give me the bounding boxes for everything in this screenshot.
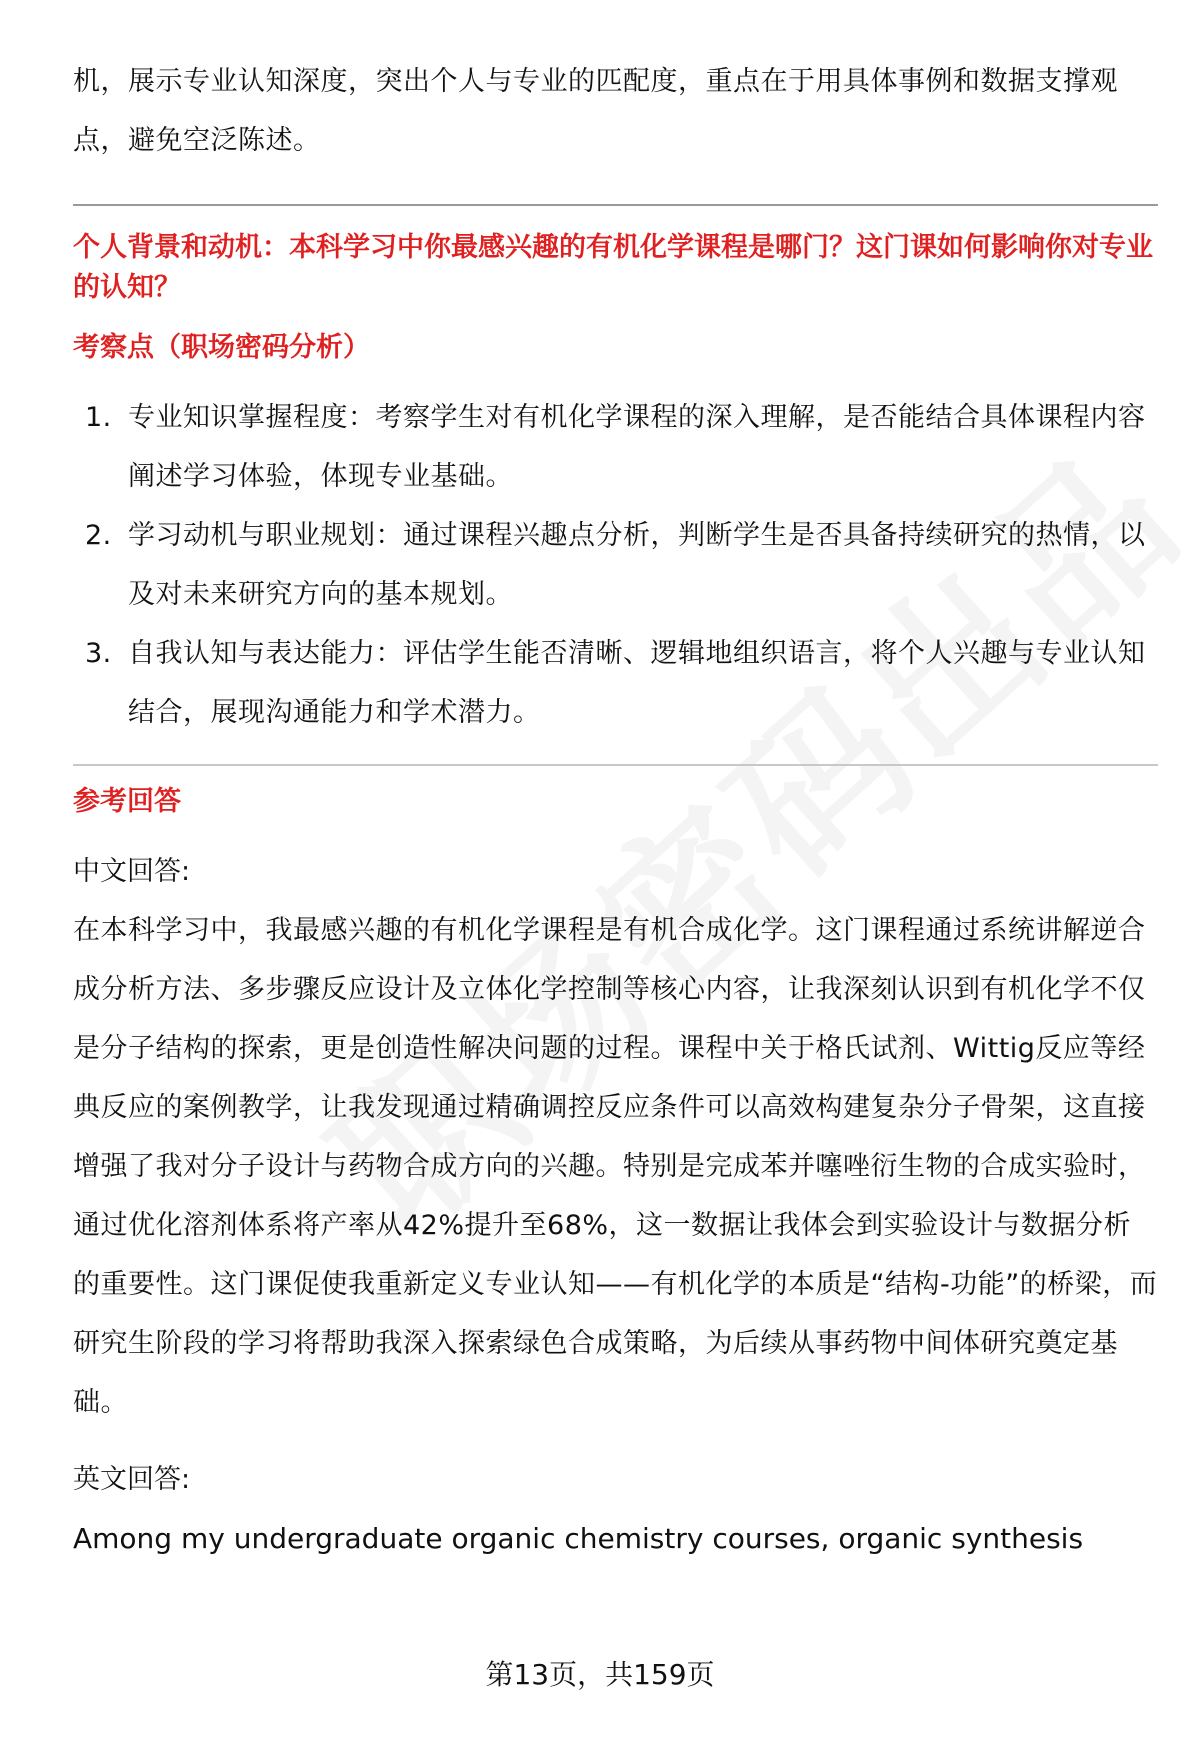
intro-paragraph: 机，展示专业认知深度，突出个人与专业的匹配度，重点在于用具体事例和数据支撑观点，避免空泛陈述。: [73, 66, 1118, 156]
page-number-footer: 第13页，共159页: [485, 1658, 715, 1691]
spacer: [73, 1432, 1158, 1450]
question-heading: 个人背景和动机：本科学习中你最感兴趣的有机化学课程是哪门？这门课如何影响你对专业的认知？: [73, 232, 1153, 303]
document-page: [73, 52, 1158, 1568]
chinese-answer-text: 在本科学习中，我最感兴趣的有机化学课程是有机合成化学。这门课程通过系统讲解逆合成分析方法、多步骤反应设计及立体化学控制等核心内容，让我深刻认识到有机化学不仅是分子结构的探索，更是创造性解决问题的过程。课程中关于格氏试剂、Wittig反应等经典反应的案例教学，让我发现通过精确调控反应条件可以高效构建复杂分子骨架，这直接增强了我对分子设计与药物合成方向的兴趣。特别是完成苯并噻唑衍生物的合成实验时，通过优化溶剂体系将产率从42%提升至68%，这一数据让我体会到实验设计与数据分析的重要性。这门课促使我重新定义专业认知——有机化学的本质是“结构-功能”的桥梁，而研究生阶段的学习将帮助我深入探索绿色合成策略，为后续从事药物中间体研究奠定基础。: [73, 915, 1158, 1418]
section-divider: [73, 764, 1158, 766]
point-number: 1.: [85, 402, 112, 433]
chinese-answer-label: 中文回答:: [73, 856, 191, 887]
point-number: 2.: [85, 520, 112, 551]
point-number: 3.: [85, 638, 112, 669]
english-answer-label: 英文回答:: [73, 1464, 191, 1495]
assessment-point: [73, 506, 1158, 624]
english-answer-text: Among my undergraduate organic chemistry courses, organic synthesis: [73, 1522, 1084, 1555]
assessment-points-list: [73, 388, 1158, 742]
section-divider: [73, 204, 1158, 206]
assessment-heading: 考察点（职场密码分析）: [73, 332, 370, 363]
point-text: 学习动机与职业规划：通过课程兴趣点分析，判断学生是否具备持续研究的热情，以及对未来研究方向的基本规划。: [128, 520, 1146, 610]
point-text: 自我认知与表达能力：评估学生能否清晰、逻辑地组织语言，将个人兴趣与专业认知结合，展现沟通能力和学术潜力。: [128, 638, 1146, 728]
assessment-point: [73, 388, 1158, 506]
point-text: 专业知识掌握程度：考察学生对有机化学课程的深入理解，是否能结合具体课程内容阐述学习体验，体现专业基础。: [128, 402, 1146, 492]
assessment-point: [73, 624, 1158, 742]
reference-heading: 参考回答: [73, 786, 181, 817]
